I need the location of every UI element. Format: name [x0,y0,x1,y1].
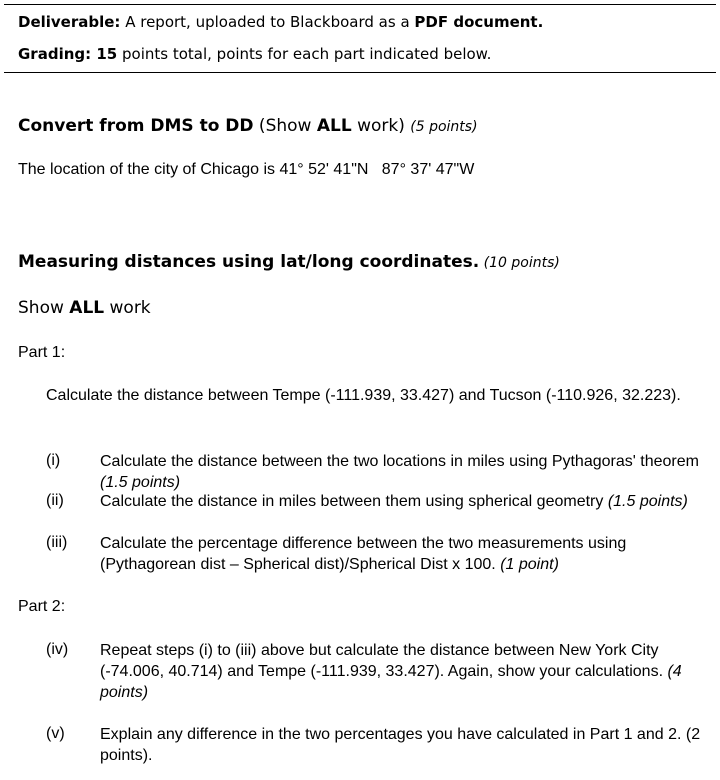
section1-title-text-b: work) [351,116,411,136]
item-number: (ii) [46,492,64,509]
grading-text: points total, points for each part indicated below. [117,45,492,63]
grading-points: 15 [91,45,118,63]
list-item [100,491,714,512]
header-rule [4,72,716,73]
section1-title-all: ALL [316,116,352,136]
deliverable-format: PDF document. [414,13,544,31]
section1-title [18,115,478,138]
section2-title [18,251,560,274]
item-text: Explain any difference in the two percentages you have calculated in Part 1 and 2. (2 points). [100,726,701,764]
section1-points: (5 points) [410,119,478,135]
section1-title-bold: Convert from DMS to DD [18,116,254,136]
grading-line [18,44,491,64]
part1-intro: Calculate the distance between Tempe (-111.939, 33.427) and Tucson (-110.926, 32.223). [46,387,681,404]
deliverable-text: A report, uploaded to Blackboard as a [120,13,415,31]
show-all-work [18,297,151,319]
item-number: (iii) [46,534,68,551]
part1-label: Part 1: [18,344,66,361]
item-text: Calculate the distance in miles between them using spherical geometry [100,493,608,510]
section2-title-bold: Measuring distances using lat/long coordinates. [18,252,480,272]
list-item [100,533,714,575]
item-text: Calculate the distance between the two locations in miles using Pythagoras' theorem [100,453,699,470]
item-points: (4 points) [100,663,682,701]
item-text: Repeat steps (i) to (iii) above but calculate the distance between New York City (-74.006, 40.714) and Tempe (-111.939, 33.427). Again, show your calculations. [100,642,668,680]
item-number: (i) [46,452,61,469]
item-points: (1 point) [500,556,559,573]
show-all: ALL [69,298,105,318]
deliverable-line [18,12,543,32]
list-item [100,451,714,493]
item-number: (iv) [46,641,69,658]
item-points: (1.5 points) [607,493,688,510]
top-rule [4,4,716,5]
section2-points: (10 points) [479,255,560,271]
deliverable-label: Deliverable: [18,13,121,31]
part2-label: Part 2: [18,598,66,615]
list-item [100,724,714,766]
show-text: Show [18,298,70,318]
grading-label: Grading: [18,45,92,63]
chicago-location: The location of the city of Chicago is 41° 52' 41"N 87° 37' 47"W [18,161,475,178]
show-work-text: work [104,298,151,318]
item-number: (v) [46,725,65,742]
item-text: Calculate the percentage difference between the two measurements using (Pythagorean dist – Spherical dist)/Spherical Dist x 100. [100,535,627,573]
section1-title-text: (Show [253,116,317,136]
item-points: (1.5 points) [100,474,181,491]
list-item [100,640,714,703]
